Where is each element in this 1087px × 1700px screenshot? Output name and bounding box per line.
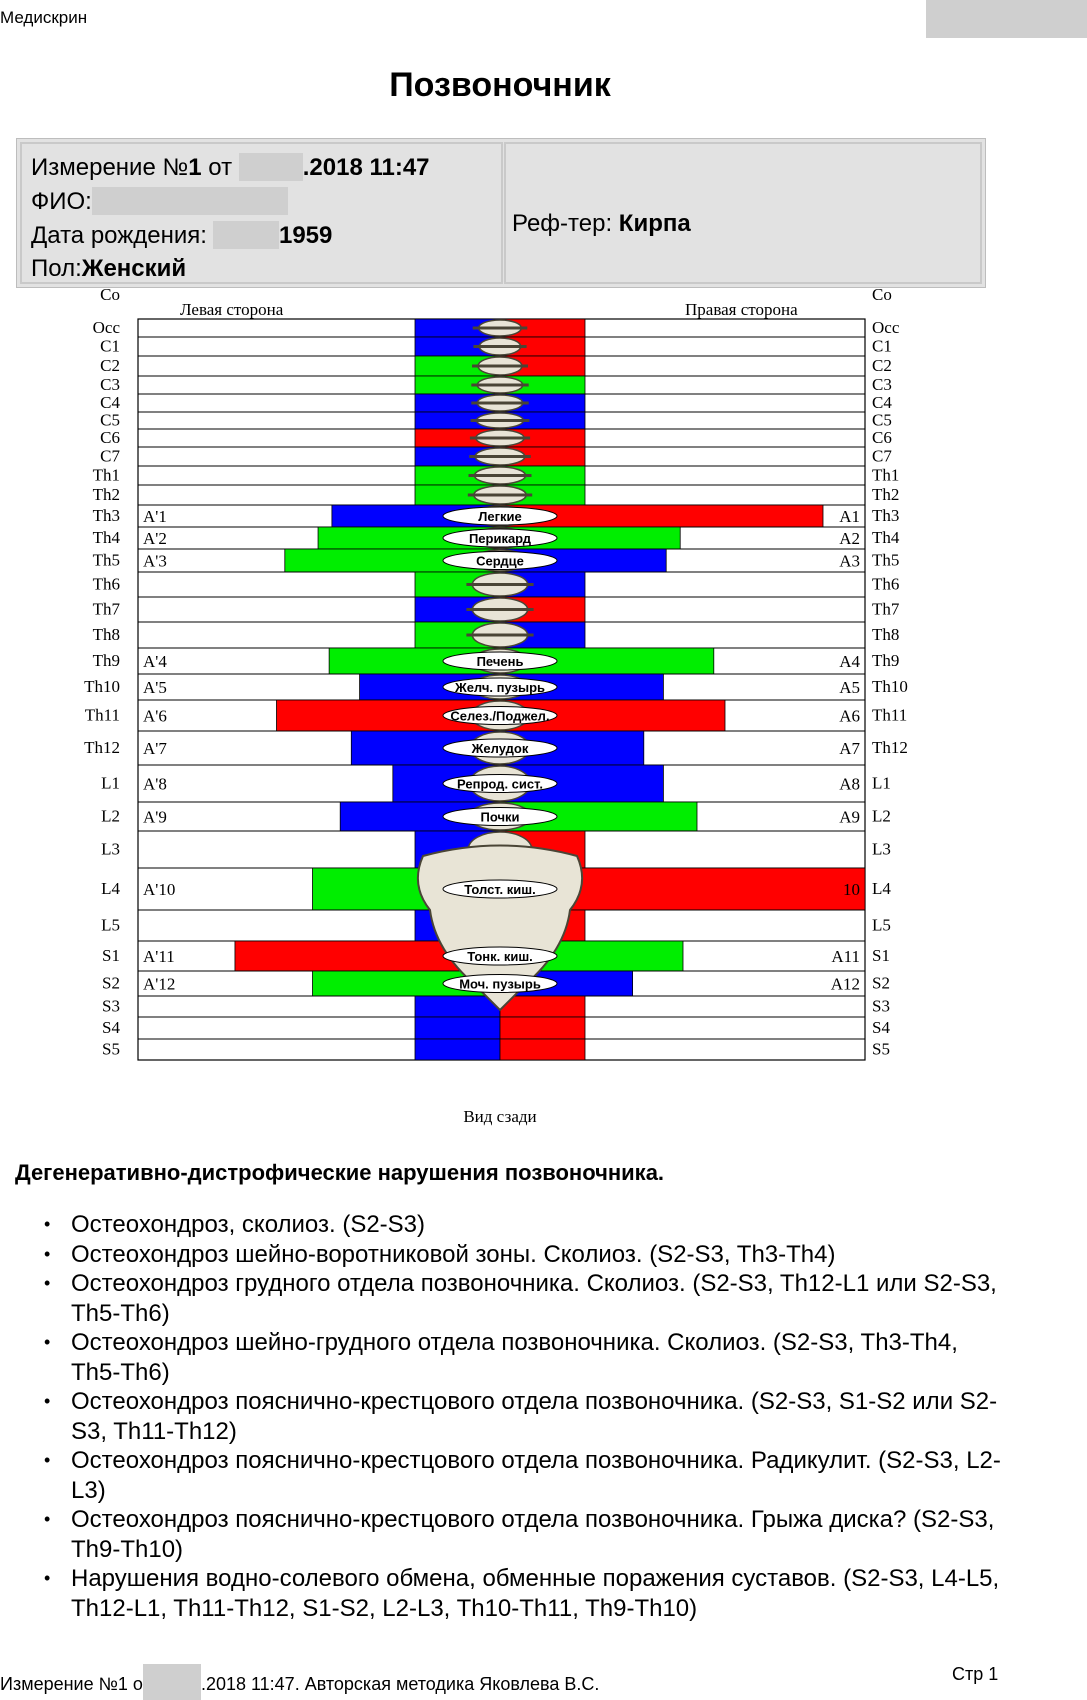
left-vertebra-label: Th6 <box>92 574 120 594</box>
left-vertebra-label: Occ <box>92 318 120 337</box>
measurement-from: от <box>201 154 239 181</box>
referrer-line <box>512 210 691 238</box>
left-organ-code: A'7 <box>143 739 167 758</box>
diagram-caption: Вид сзади <box>463 1107 537 1126</box>
fio-label: ФИО: <box>31 188 92 215</box>
right-vertebra-label: Th3 <box>872 506 900 525</box>
finding-text: Остеохондроз грудного отдела позвоночника. Сколиоз. (S2-S3, Th12-L1 или S2-S3, Th5-Th6) <box>71 1270 997 1327</box>
finding-item <box>40 1269 1005 1328</box>
left-vertebra-label: Th3 <box>92 506 120 525</box>
left-organ-code: A'8 <box>143 774 167 794</box>
right-vertebra-label: C5 <box>872 410 892 430</box>
left-vertebra-label: S3 <box>102 996 120 1016</box>
left-organ-code: A'5 <box>143 678 167 697</box>
organ-label: Сердце <box>476 553 524 569</box>
organ-label: Печень <box>476 654 524 669</box>
organ-label: Почки <box>480 809 520 825</box>
right-vertebra-label: C2 <box>872 356 892 375</box>
right-organ-code: A7 <box>839 739 860 758</box>
spine-diagram <box>80 285 920 1140</box>
bullet-icon: • <box>44 1332 51 1352</box>
measurement-line <box>31 153 430 182</box>
right-organ-code: A9 <box>839 807 860 827</box>
right-vertebra-label: Th4 <box>872 528 900 547</box>
left-vertebra-label: L2 <box>101 806 120 826</box>
left-vertebra-label: C3 <box>100 375 120 394</box>
right-vertebra-label: Th9 <box>872 651 900 670</box>
findings-list <box>40 1210 1005 1623</box>
redacted-footer-date <box>143 1664 201 1700</box>
patient-cell <box>20 142 503 284</box>
left-organ-code: A'9 <box>143 807 167 827</box>
redacted-fio <box>92 187 288 215</box>
info-table <box>16 138 986 288</box>
right-vertebra-label: L1 <box>872 773 891 793</box>
left-vertebra-label: C2 <box>100 356 120 375</box>
right-organ-code: A1 <box>839 507 860 526</box>
right-vertebra-label: L4 <box>872 879 891 898</box>
left-vertebra-label: L3 <box>101 839 120 859</box>
right-vertebra-label: C3 <box>872 375 892 394</box>
right-vertebra-label: C1 <box>872 336 892 356</box>
finding-text: Остеохондроз пояснично-крестцового отдела позвоночника. (S2-S3, S1-S2 или S2-S3, Th11-Th12) <box>71 1388 998 1445</box>
measurement-number: 1 <box>188 154 202 181</box>
left-side-title: Левая сторона <box>180 300 284 319</box>
left-bar <box>415 996 500 1017</box>
right-organ-code: A6 <box>839 706 860 726</box>
right-vertebra-label: Co <box>872 285 892 304</box>
right-vertebra-label: S4 <box>872 1018 890 1037</box>
left-organ-code: A'10 <box>143 880 176 899</box>
finding-item <box>40 1446 1005 1505</box>
right-vertebra-label: S1 <box>872 946 890 965</box>
organ-label: Желудок <box>471 741 529 756</box>
right-organ-code: A4 <box>839 652 860 671</box>
left-organ-code: A'2 <box>143 529 167 548</box>
right-vertebra-label: C4 <box>872 393 892 412</box>
right-vertebra-label: Th8 <box>872 625 900 644</box>
footer-left <box>0 1664 599 1700</box>
page-title: Позвоночник <box>389 66 611 104</box>
finding-text: Остеохондроз пояснично-крестцового отдела позвоночника. Грыжа диска? (S2-S3, Th9-Th10) <box>71 1506 995 1563</box>
measurement-prefix: Измерение № <box>31 154 189 181</box>
birth-year: 1959 <box>278 222 333 249</box>
finding-text: Остеохондроз шейно-воротниковой зоны. Сколиоз. (S2-S3, Th3-Th4) <box>71 1240 836 1268</box>
sex-label: Пол: <box>31 255 82 282</box>
footer-prefix: Измерение №1 о <box>0 1674 143 1694</box>
organ-label: Перикард <box>468 531 532 546</box>
sex-line <box>31 255 186 283</box>
app-name: Медискрин <box>0 8 88 27</box>
right-bar <box>500 1017 585 1039</box>
right-organ-code: A5 <box>839 678 860 697</box>
left-organ-code: A'11 <box>143 947 175 966</box>
right-vertebra-label: C6 <box>872 428 892 447</box>
redacted-date <box>239 153 303 181</box>
bullet-icon: • <box>44 1450 51 1470</box>
right-organ-code: 10 <box>843 880 860 899</box>
organ-label: Селез./Поджел. <box>450 708 550 724</box>
right-bar <box>500 996 585 1017</box>
left-vertebra-label: Th5 <box>92 550 120 570</box>
organ-label: Тонк. киш. <box>467 949 533 964</box>
finding-text: Остеохондроз шейно-грудного отдела позвоночника. Сколиоз. (S2-S3, Th3-Th4, Th5-Th6) <box>71 1329 958 1386</box>
left-vertebra-label: C1 <box>100 336 120 356</box>
left-organ-code: A'4 <box>143 652 167 671</box>
bullet-icon: • <box>44 1568 51 1588</box>
right-vertebra-label: S2 <box>872 973 890 993</box>
redacted-birth <box>213 221 279 249</box>
finding-item <box>40 1240 1005 1270</box>
right-vertebra-label: S5 <box>872 1039 890 1059</box>
left-organ-code: A'6 <box>143 706 167 726</box>
left-vertebra-label: Co <box>100 285 120 304</box>
right-vertebra-label: Th10 <box>872 677 908 696</box>
measurement-datetime: .2018 11:47 <box>302 154 430 181</box>
finding-item <box>40 1210 1005 1240</box>
left-vertebra-label: Th1 <box>92 465 120 485</box>
bullet-icon: • <box>44 1243 51 1264</box>
organ-label: Моч. пузырь <box>459 976 541 992</box>
finding-item <box>40 1328 1005 1387</box>
left-vertebra-label: L1 <box>101 773 120 793</box>
right-vertebra-label: C7 <box>872 446 892 466</box>
right-vertebra-label: Th12 <box>872 738 908 757</box>
organ-label: Репрод. сист. <box>457 776 543 792</box>
right-vertebra-label: Occ <box>872 318 900 337</box>
left-vertebra-label: Th8 <box>92 625 120 644</box>
bullet-icon: • <box>44 1509 51 1529</box>
birth-label: Дата рождения: <box>31 222 207 249</box>
finding-item <box>40 1387 1005 1446</box>
finding-text: Остеохондроз, сколиоз. (S2-S3) <box>71 1211 426 1238</box>
left-vertebra-label: Th12 <box>84 738 120 757</box>
footer-suffix: .2018 11:47. Авторская методика Яковлева В.С. <box>200 1674 600 1694</box>
fio-line <box>31 187 288 216</box>
sex-value: Женский <box>81 255 187 282</box>
right-vertebra-label: S3 <box>872 996 890 1016</box>
right-vertebra-label: Th5 <box>872 550 900 570</box>
right-bar <box>500 1039 585 1060</box>
right-vertebra-label: Th11 <box>872 705 908 725</box>
referrer-cell <box>504 142 982 284</box>
left-organ-code: A'3 <box>143 551 167 571</box>
left-vertebra-label: C6 <box>100 428 120 447</box>
right-vertebra-label: Th2 <box>872 485 900 504</box>
left-vertebra-label: S5 <box>102 1039 120 1059</box>
left-vertebra-label: C5 <box>100 410 120 430</box>
left-organ-code: A'12 <box>143 974 176 994</box>
right-vertebra-label: L2 <box>872 806 891 826</box>
right-organ-code: A2 <box>839 529 860 548</box>
referrer-label: Реф-тер: <box>512 210 613 237</box>
right-vertebra-label: Th1 <box>872 465 900 485</box>
bullet-icon: • <box>44 1273 51 1293</box>
bullet-icon: • <box>44 1214 51 1234</box>
left-vertebra-label: Th9 <box>92 651 120 670</box>
right-organ-code: A12 <box>830 974 860 994</box>
left-vertebra-label: C7 <box>100 446 120 466</box>
right-side-title: Правая сторона <box>685 300 798 319</box>
finding-item <box>40 1564 1005 1623</box>
right-organ-code: A11 <box>831 947 860 966</box>
birth-line <box>31 221 332 250</box>
left-vertebra-label: L4 <box>101 879 120 898</box>
left-bar <box>415 1017 500 1039</box>
bullet-icon: • <box>44 1391 51 1411</box>
organ-label: Толст. киш. <box>464 882 536 897</box>
finding-text: Нарушения водно-солевого обмена, обменные поражения суставов. (S2-S3, L4-L5, Th12-L1, Th11-Th12, S1-S2, L2-L3, Th10-Th11, Th9-Th10) <box>71 1565 1000 1622</box>
right-organ-code: A8 <box>839 774 860 794</box>
right-vertebra-label: Th6 <box>872 574 900 594</box>
left-vertebra-label: Th10 <box>84 677 120 696</box>
right-vertebra-label: L5 <box>872 915 891 935</box>
right-organ-code: A3 <box>839 551 860 571</box>
left-organ-code: A'1 <box>143 507 167 526</box>
left-vertebra-label: Th2 <box>92 485 120 504</box>
right-vertebra-label: Th7 <box>872 599 900 619</box>
finding-item <box>40 1505 1005 1564</box>
referrer-value: Кирпа <box>618 210 691 237</box>
footer-page: Стр 1 <box>952 1664 999 1684</box>
left-vertebra-label: Th11 <box>84 705 120 725</box>
left-vertebra-label: S1 <box>102 946 120 965</box>
left-vertebra-label: Th7 <box>92 599 120 619</box>
finding-text: Остеохондроз пояснично-крестцового отдела позвоночника. Радикулит. (S2-S3, L2-L3) <box>71 1447 1001 1504</box>
right-vertebra-label: L3 <box>872 839 891 859</box>
left-bar <box>415 1039 500 1060</box>
left-vertebra-label: Th4 <box>92 528 120 547</box>
left-vertebra-label: C4 <box>100 393 120 412</box>
organ-label: Легкие <box>478 509 522 524</box>
left-vertebra-label: S2 <box>102 973 120 993</box>
left-vertebra-label: L5 <box>101 915 120 935</box>
left-vertebra-label: S4 <box>102 1018 120 1037</box>
organ-label: Желч. пузырь <box>454 680 546 695</box>
redacted-header-box <box>926 0 1087 38</box>
findings-title: Дегенеративно-дистрофические нарушения позвоночника. <box>15 1160 665 1185</box>
